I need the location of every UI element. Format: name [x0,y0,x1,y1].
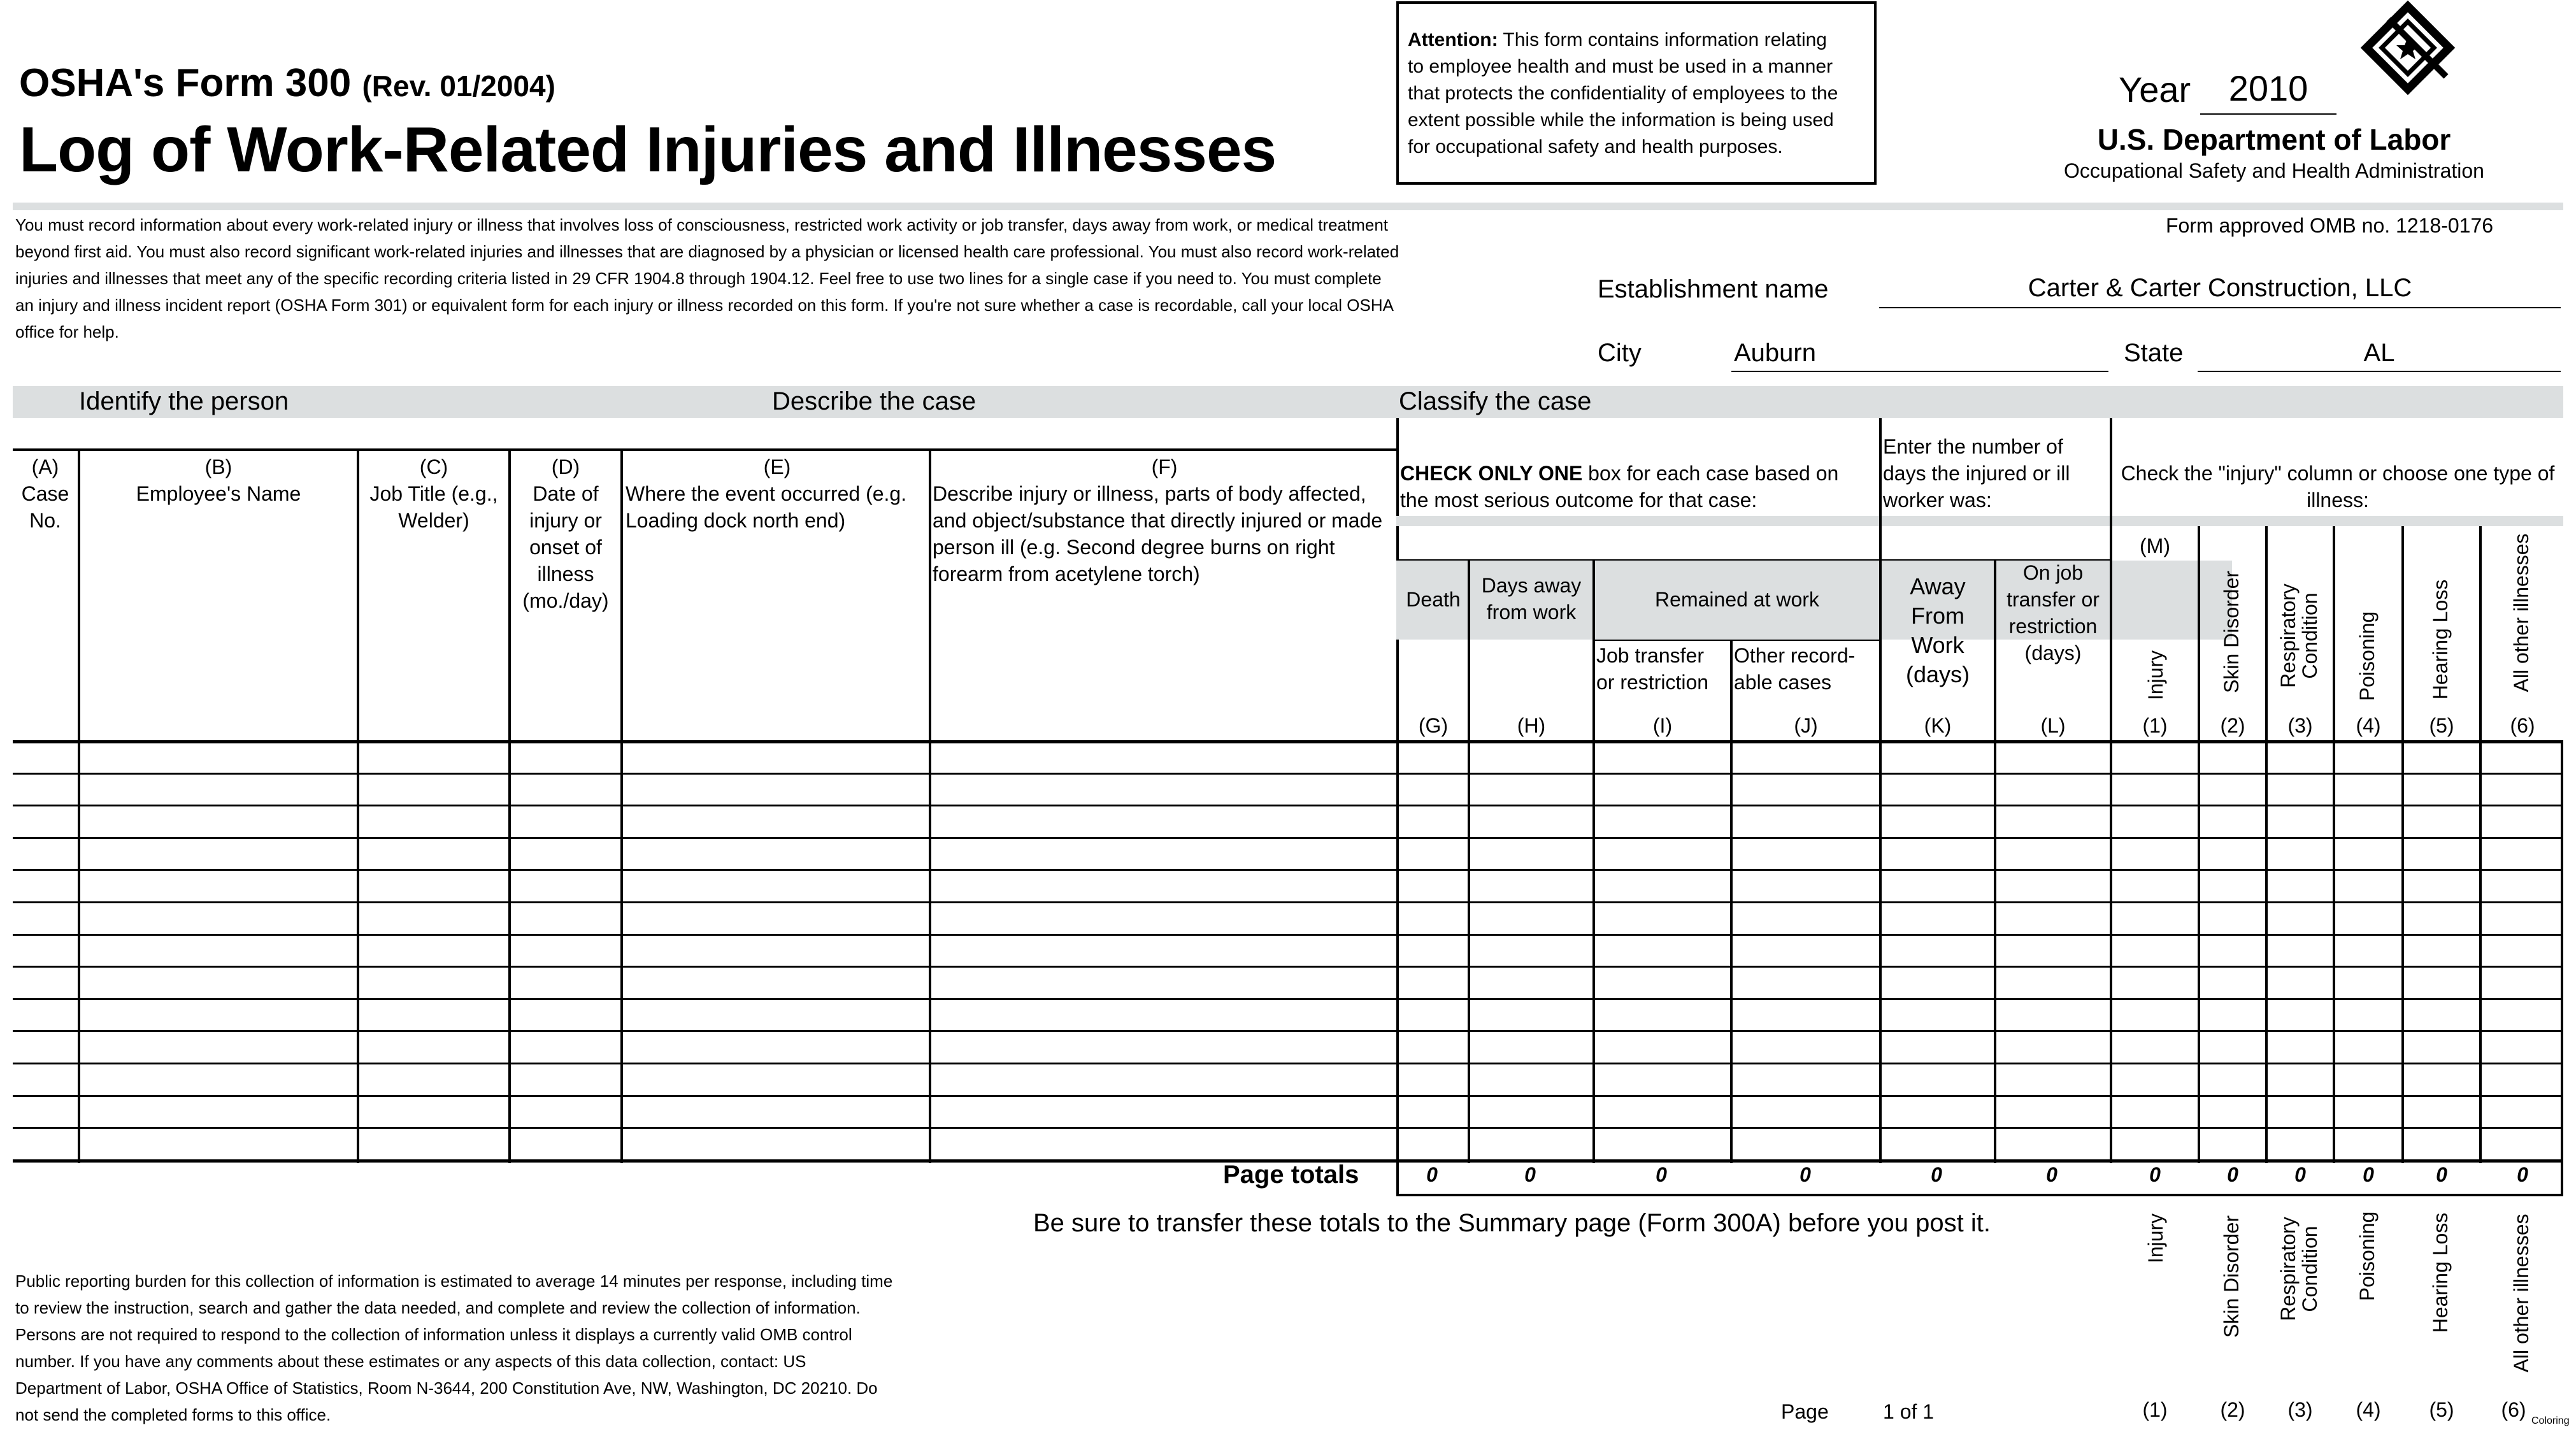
skin-disorder-label-bottom: Skin Disorder [2220,1215,2243,1338]
skin-disorder-col-label: Skin Disorder [2220,570,2243,694]
hearing-loss-col-label: Hearing Loss [2429,579,2452,700]
total-hearing: 0 [2436,1163,2447,1186]
respiratory-label-bottom: Respiratory Condition [2277,1217,2321,1321]
dept-name: U.S. Department of Labor [2097,123,2451,156]
table-row[interactable] [13,775,2561,805]
instructions-text: You must record information about every work-related injury or illness that involves loss of consciousness, restricted work activity or job transfer, days away from work, or medical treatment beyond first aid. You must also record significant work-related injuries and illnesses that are diagnosed by a physician or licensed health care professional. You must also record work-related injuries and illnesses that meet any of the specific recording criteria listed in 29 CFR 1904.8 through 1904.12. Feel free to use two lines for a single case if you need to. You must complete an injury and illness incident report (OSHA Form 301) or equivalent form for each injury or illness recorded on this form. If you're not sure whether a case is recordable, call your local OSHA office for help. [15,215,1399,341]
total-other-illness: 0 [2517,1163,2528,1186]
table-row[interactable] [13,742,2561,773]
poisoning-col-label: Poisoning [2356,611,2379,701]
hearing-loss-label-bottom: Hearing Loss [2429,1212,2452,1333]
col-b-header: (B) Employee's Name [136,455,301,505]
total-poisoning: 0 [2363,1163,2374,1186]
coloring-note: Coloring [2531,1415,2570,1426]
days-away-header: Days away from work [1481,574,1582,624]
number-2: (2) [2220,714,2245,737]
table-row[interactable] [13,1000,2561,1031]
section-describe: Describe the case [772,387,977,415]
total-skin: 0 [2227,1163,2238,1186]
col-e-header: (E) Where the event occurred (e.g. Loading dock north end) [626,455,907,532]
other-illnesses-col-label: All other illnesses [2510,533,2533,692]
table-row[interactable] [13,903,2561,934]
col-c-header: (C) Job Title (e.g., Welder) [369,455,498,532]
total-transfer-days: 0 [2046,1163,2057,1186]
state-field[interactable]: AL [2363,339,2395,367]
letter-g: (G) [1418,714,1449,737]
table-row[interactable] [13,839,2561,870]
bottom-number-6: (6) [2501,1398,2526,1421]
page-totals-label: Page totals [1223,1161,1359,1189]
check-only-one-text: CHECK ONLY ONE box for each case based on the most serious outcome for that case: [1400,462,1839,512]
total-death: 0 [1426,1163,1438,1186]
away-from-work-header: Away From Work (days) [1905,573,1970,687]
injury-col-label: Injury [2144,650,2167,701]
section-identify: Identify the person [79,387,289,415]
table-row[interactable] [13,1032,2561,1063]
on-job-transfer-header: On job transfer or restriction (days) [2007,561,2100,664]
respiratory-col-label: Respiratory Condition [2277,584,2321,688]
table-row[interactable] [13,968,2561,998]
table-row[interactable] [13,1064,2561,1095]
form-subtitle: Log of Work-Related Injuries and Illnesses [19,114,1277,185]
burden-statement: Public reporting burden for this collection of information is estimated to average 14 minutes per response, including time to review the instruction, search and gather the data needed, and complete and review the collection of information. Persons are not required to respond to the collection of information unless it displays a currently valid OMB control number. If you have any comments about these estimates or any aspects of this data collection, contact: US Department of Labor, OSHA Office of Statistics, Room N-3644, 200 Constitution Ave, NW, Washington, DC 20210. Do not send the completed forms to this office. [15,1271,893,1424]
job-transfer-header: Job transfer or restriction [1596,644,1709,694]
attention-box: Attention: This form contains information relating to employee health and must be used in a manner that protects the confidentiality of employees to the extent possible while the information is being used for occupational safety and health purposes. [1396,1,1877,185]
injury-header-text: Check the "injury" column or choose one type of illness: [2121,462,2555,512]
other-illnesses-label-bottom: All other illnesses [2510,1214,2533,1373]
table-row[interactable] [13,1129,2561,1159]
total-days-away: 0 [1524,1163,1536,1186]
col-f-header: (F) Describe injury or illness, parts of body affected, and object/substance that directly injured or made person ill (e.g. Second degree burns on right forearm from acetylene torch) [933,455,1383,585]
col-a-header: (A) Case No. [21,455,69,532]
transfer-note: Be sure to transfer these totals to the Summary page (Form 300A) before you post it. [1033,1209,1991,1237]
total-job-transfer: 0 [1656,1163,1667,1186]
dol-diamond-logo-icon [2344,0,2472,96]
agency-name: Occupational Safety and Health Administration [2064,159,2484,182]
table-row[interactable] [13,1097,2561,1128]
letter-k: (K) [1924,714,1952,737]
remained-header: Remained at work [1655,588,1819,611]
number-4: (4) [2356,714,2381,737]
days-header-text: Enter the number of days the injured or ill worker was: [1883,435,2070,512]
establishment-name-field[interactable]: Carter & Carter Construction, LLC [2028,274,2412,302]
form-revision: (Rev. 01/2004) [362,69,555,103]
table-row[interactable] [13,871,2561,901]
table-row[interactable] [13,936,2561,966]
omb-number: Form approved OMB no. 1218-0176 [2166,214,2494,237]
death-header: Death [1406,588,1461,611]
letter-l: (L) [2040,714,2066,737]
table-row[interactable] [13,806,2561,837]
col-d-header: (D) Date of injury or onset of illness (mo./day) [522,455,609,612]
page-number: 1 of 1 [1883,1400,1935,1423]
total-away-days: 0 [1931,1163,1942,1186]
bottom-number-4: (4) [2356,1398,2381,1421]
poisoning-label-bottom: Poisoning [2356,1211,2379,1301]
other-recordable-header: Other record- able cases [1734,644,1856,694]
page-label: Page [1781,1400,1829,1423]
letter-i: (I) [1652,714,1673,737]
number-5: (5) [2429,714,2454,737]
year-value: 2010 [2228,68,2308,108]
letter-h: (H) [1517,714,1546,737]
bottom-number-1: (1) [2142,1398,2168,1421]
injury-label-bottom: Injury [2144,1213,2167,1264]
total-injury: 0 [2149,1163,2161,1186]
year-label: Year [2119,69,2191,110]
total-other-recordable: 0 [1800,1163,1811,1186]
state-label: State [2124,339,2184,367]
letter-j: (J) [1794,714,1818,737]
establishment-name-label: Establishment name [1598,275,1829,303]
total-respiratory: 0 [2294,1163,2306,1186]
bottom-number-3: (3) [2287,1398,2313,1421]
number-6: (6) [2510,714,2535,737]
bottom-number-2: (2) [2220,1398,2245,1421]
m-label: (M) [2140,534,2170,557]
city-field[interactable]: Auburn [1734,339,1816,367]
city-label: City [1598,339,1642,367]
number-3: (3) [2287,714,2313,737]
section-classify: Classify the case [1399,387,1592,415]
bottom-number-5: (5) [2429,1398,2454,1421]
form-title: OSHA's Form 300 (Rev. 01/2004) [19,61,555,105]
number-1: (1) [2142,714,2168,737]
